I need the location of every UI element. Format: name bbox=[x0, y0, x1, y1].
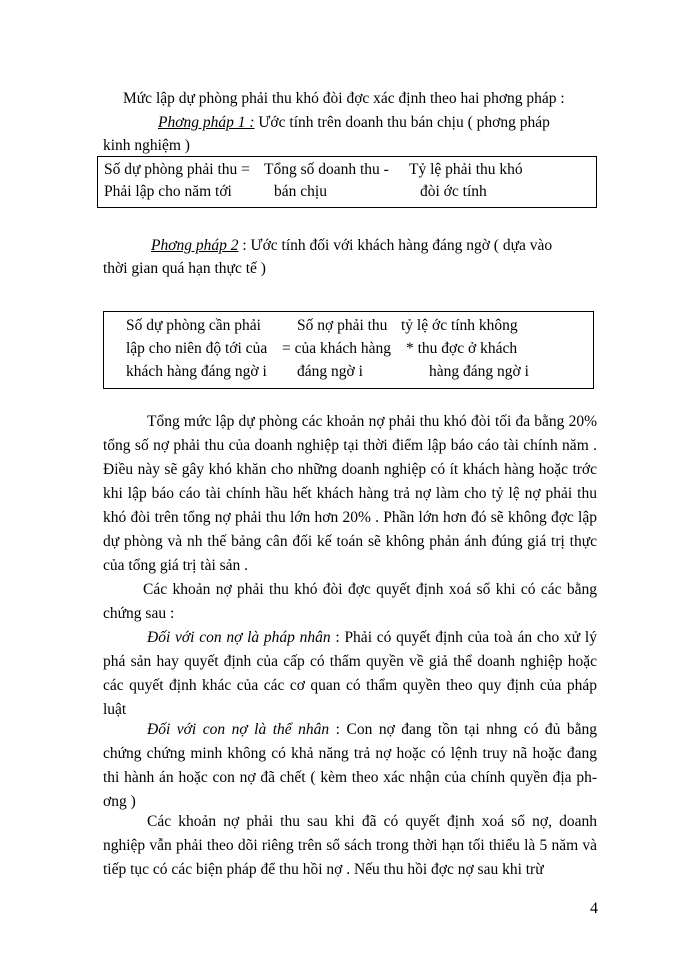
legal-entity-label: Đối với con nợ là pháp nhân bbox=[147, 629, 331, 646]
formula-2-col3-row3: hàng đáng ngờ i bbox=[429, 363, 529, 380]
paragraph-total-provision: Tổng mức lập dự phòng các khoản nợ phải thu khó đòi tối đa bằng 20% tổng số nợ phải thu của doanh nghiệp tại thời điểm lập báo cáo tài chính năm . Điều này sẽ gây khó khăn cho những doanh nghiệp có ít khách hàng hoặc trớc khi lập báo cáo tài chính hầu hết khách hàng trả nợ làm cho tỷ lệ nợ phải thu khó đòi trên tổng nợ phải thu lớn hơn 20% . Phần lớn hơn đó sẽ không đợc lập dự phòng và nh thế bảng cân đối kế toán sẽ không phản ánh đúng giá trị thực của tổng giá trị tài sản . bbox=[103, 413, 597, 574]
intro-text: Mức lập dự phòng phải thu khó đòi đợc xác định theo hai phơng pháp : bbox=[123, 90, 565, 107]
formula-2-col2-row3: đáng ngờ i bbox=[297, 363, 363, 380]
natural-person-text: : Con nợ đang tồn tại nhng có đủ bằng chứng chứng minh không có khả năng trả nợ hoặc có lệnh truy nã hoặc đang thi hành án hoặc con nợ đã chết ( kèm theo xác nhận của chính quyền địa phơng ) bbox=[103, 721, 598, 810]
formula-1-col2-row2: bán chịu bbox=[274, 183, 327, 200]
formula-box-2 bbox=[103, 311, 594, 389]
method-2-text: : Ước tính đối với khách hàng đáng ngờ ( dựa vào bbox=[238, 237, 553, 254]
method-1-text-cont: kinh nghiệm ) bbox=[103, 137, 190, 154]
formula-2-col3-row1: tỷ lệ ớc tính không bbox=[401, 317, 518, 334]
method-1-label: Phơng pháp 1 : bbox=[158, 114, 255, 131]
formula-1-col1-row2: Phải lập cho năm tới bbox=[104, 183, 232, 200]
page-number: 4 bbox=[590, 900, 598, 917]
formula-2-col1-row3: khách hàng đáng ngờ i bbox=[126, 363, 267, 380]
formula-2-col3-row2: * thu đợc ở khách bbox=[406, 340, 518, 357]
method-1-line bbox=[158, 112, 550, 134]
method-2-text-cont: thời gian quá hạn thực tế ) bbox=[103, 260, 266, 277]
natural-person-label: Đối với con nợ là thể nhân bbox=[147, 721, 330, 738]
formula-1-col2-row1: Tổng số doanh thu - bbox=[264, 161, 389, 178]
formula-2-col2-row2: = của khách hàng bbox=[282, 340, 392, 357]
formula-1-col3-row2: đòi ớc tính bbox=[420, 183, 487, 200]
paragraph-legal-entity bbox=[103, 626, 597, 722]
formula-box-1 bbox=[97, 156, 597, 208]
method-2-label: Phơng pháp 2 bbox=[151, 237, 239, 254]
formula-2-col1-row1: Số dự phòng cần phải bbox=[126, 317, 261, 334]
method-2-line bbox=[151, 235, 552, 257]
formula-1-col1-row1: Số dự phòng phải thu = bbox=[104, 161, 250, 178]
legal-entity-text: : Phải có quyết định của toà án cho xử lý phá sản hay quyết định của cấp có thẩm quyền về giả thể doanh nghiệp hoặc các quyết định khác của các cơ quan có thẩm quyền theo quy định của pháp luật bbox=[103, 629, 597, 718]
paragraph-after-write-off: Các khoản nợ phải thu sau khi đã có quyết định xoá sổ nợ, doanh nghiệp vẫn phải theo dõi riêng trên sổ sách trong thời hạn tối thiểu là 5 năm và tiếp tục có các biện pháp để thu hồi nợ . Nếu thu hồi đợc nợ sau khi trừ bbox=[103, 813, 597, 878]
paragraph-write-off-evidence: Các khoản nợ phải thu khó đòi đợc quyết định xoá sổ khi có các bằng chứng sau : bbox=[103, 581, 597, 622]
formula-2-col2-row1: Số nợ phải thu bbox=[297, 317, 388, 334]
paragraph-natural-person bbox=[103, 718, 597, 814]
method-1-text: Ước tính trên doanh thu bán chịu ( phơng pháp bbox=[254, 114, 550, 131]
formula-2-col1-row2: lập cho niên độ tới của bbox=[126, 340, 268, 357]
formula-1-col3-row1: Tỷ lệ phải thu khó bbox=[409, 161, 523, 178]
